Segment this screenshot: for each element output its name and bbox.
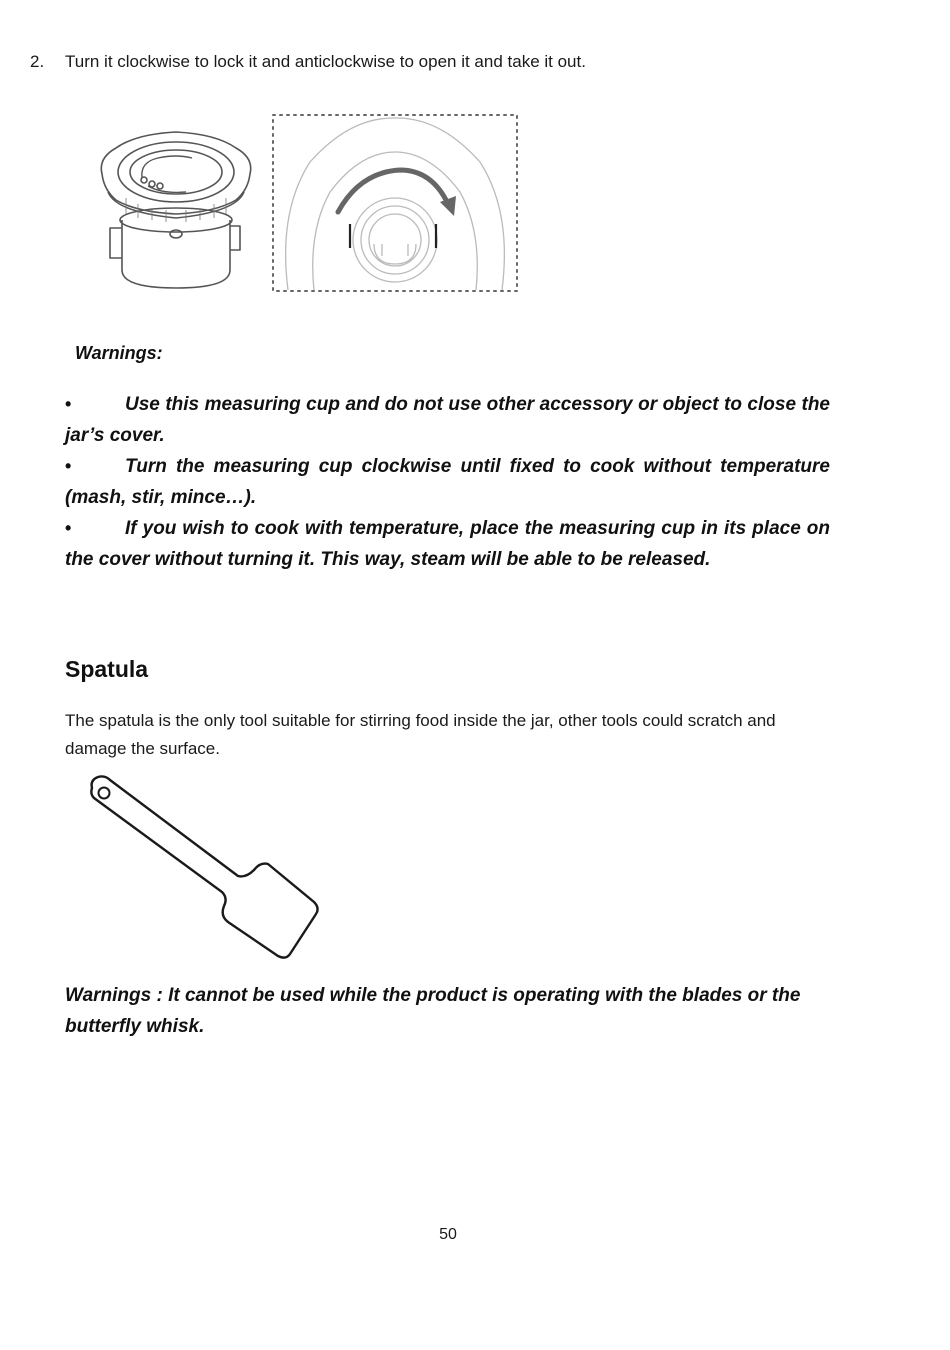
warning-text: Use this measuring cup and do not use other accessory or object to close the jar’s cover.: [65, 394, 830, 446]
clockwise-rotation-illustration: [270, 112, 520, 294]
warning-item: [65, 451, 830, 513]
step-text: Turn it clockwise to lock it and anticlockwise to open it and take it out.: [65, 52, 586, 71]
bullet-icon: •: [65, 456, 72, 476]
step-instruction: [30, 50, 850, 74]
spatula-illustration: [82, 774, 327, 964]
warning-item: [65, 389, 830, 451]
warnings-title: Warnings:: [75, 343, 163, 363]
warning-text: If you wish to cook with temperature, place the measuring cup in its place on the cover without turning it. This way, steam will be able to be released.: [65, 518, 830, 570]
bullet-icon: •: [65, 394, 72, 414]
warning-text: Turn the measuring cup clockwise until fixed to cook without temperature (mash, stir, mince…).: [65, 456, 830, 508]
jar-with-cover-illustration: [96, 128, 256, 298]
section-heading: Spatula: [65, 656, 149, 682]
page-number: 50: [439, 1226, 457, 1243]
warnings-list: [65, 389, 830, 575]
warning-item: [65, 513, 830, 575]
step-number: 2.: [30, 52, 45, 71]
bullet-icon: •: [65, 518, 72, 538]
body-text: The spatula is the only tool suitable for stirring food inside the jar, other tools could scratch and damage the surface.: [65, 711, 776, 758]
final-warning: Warnings : It cannot be used while the product is operating with the blades or the butterfly whisk.: [65, 985, 801, 1037]
